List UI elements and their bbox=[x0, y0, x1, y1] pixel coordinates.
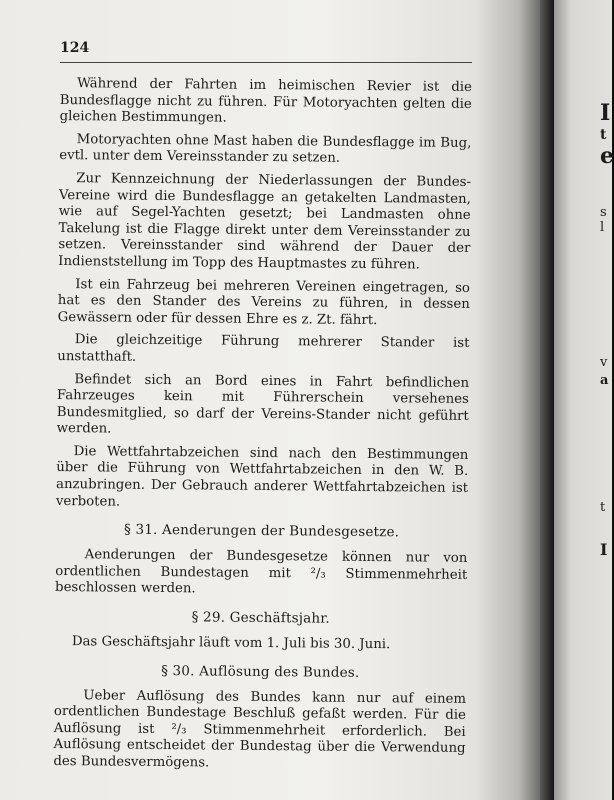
header-rule bbox=[60, 62, 472, 63]
section-31-heading: § 31. Aenderungen der Bundesgesetze. bbox=[123, 521, 400, 541]
paragraph-multiple-pennants: Die gleichzeitige Führung mehrerer Stander ist unstatthaft. bbox=[57, 332, 470, 365]
facing-glyph: v bbox=[600, 355, 608, 370]
paragraph-race-badges: Die Wettfahrtabzeichen sind nach den Bestimmungen über die Führung von Wettfahrtabzeichen in den W. B. anzubringen. Der Gebrauch anderer Wettfahrtabzeichen ist verboten. bbox=[55, 444, 469, 510]
book-gutter bbox=[540, 0, 554, 800]
section-29-text: Das Geschäftsjahr läuft vom 1. Juli bis 30. Juni. bbox=[71, 634, 391, 653]
facing-glyph: t bbox=[600, 127, 607, 143]
section-30-heading: § 30. Auflösung des Bundes. bbox=[161, 662, 360, 681]
facing-glyph: e bbox=[600, 143, 614, 169]
facing-glyph: a bbox=[600, 373, 609, 388]
facing-glyph: I bbox=[600, 540, 608, 559]
paragraph-flag-home-waters: Während der Fahrten im heimischen Revier ist die Bundesflagge nicht zu führen. Für Motoryachten gelten die gleichen Bestimmungen. bbox=[59, 76, 472, 126]
section-30-text: Ueber Auflösung des Bundes kann nur auf einem ordentlichen Bundestage Beschluß gefaßt werden. Für die Auflösung ist ²/₃ Stimmenmehrheit erforderlich. Bei Auflösung entscheidet der Bundestag über die Verwendung des Bundesvermögens. bbox=[53, 687, 467, 771]
section-31-text: Aenderungen der Bundesgesetze können nur von ordentlichen Bundestagen mit ²/₃ Stimmenmehrheit beschlossen werden. bbox=[55, 547, 468, 597]
facing-page bbox=[554, 0, 612, 800]
paragraph-motor-yachts: Motoryachten ohne Mast haben die Bundesflagge im Bug, evtl. unter dem Vereinsstander zu setzen. bbox=[59, 131, 472, 167]
page-number: 124 bbox=[60, 40, 90, 56]
page-body bbox=[53, 76, 472, 781]
paragraph-license-holder: Befindet sich an Bord eines in Fahrt befindlichen Fahrzeuges kein mit Führerschein versehenes Bundesmitglied, so darf der Vereins-Stander nicht geführt werden. bbox=[56, 371, 470, 437]
section-29-heading: § 29. Geschäftsjahr. bbox=[191, 609, 331, 627]
facing-glyph: t bbox=[600, 500, 606, 515]
facing-glyph: l bbox=[600, 220, 605, 235]
paragraph-multiple-clubs: Ist ein Fahrzeug bei mehreren Vereinen eingetragen, so hat es den Stander des Vereins zu führen, in dessen Gewässern oder für dessen Ehre es z. Zt. fährt. bbox=[57, 276, 471, 328]
facing-glyph: I bbox=[600, 100, 611, 126]
paragraph-club-branches: Zur Kennzeichnung der Niederlassungen der Bundes-Vereine wird die Bundesflagge an getakelten Landmasten, wie auf Segel-Yachten gesetzt; bei Landmasten ohne Takelung ist die Flagge direkt unter dem Vereinsstander zu setzen. Vereinsstander sind während der Dauer der Indienststellung im Topp des Hauptmastes zu führen. bbox=[58, 171, 472, 273]
facing-glyph: s bbox=[600, 205, 607, 220]
